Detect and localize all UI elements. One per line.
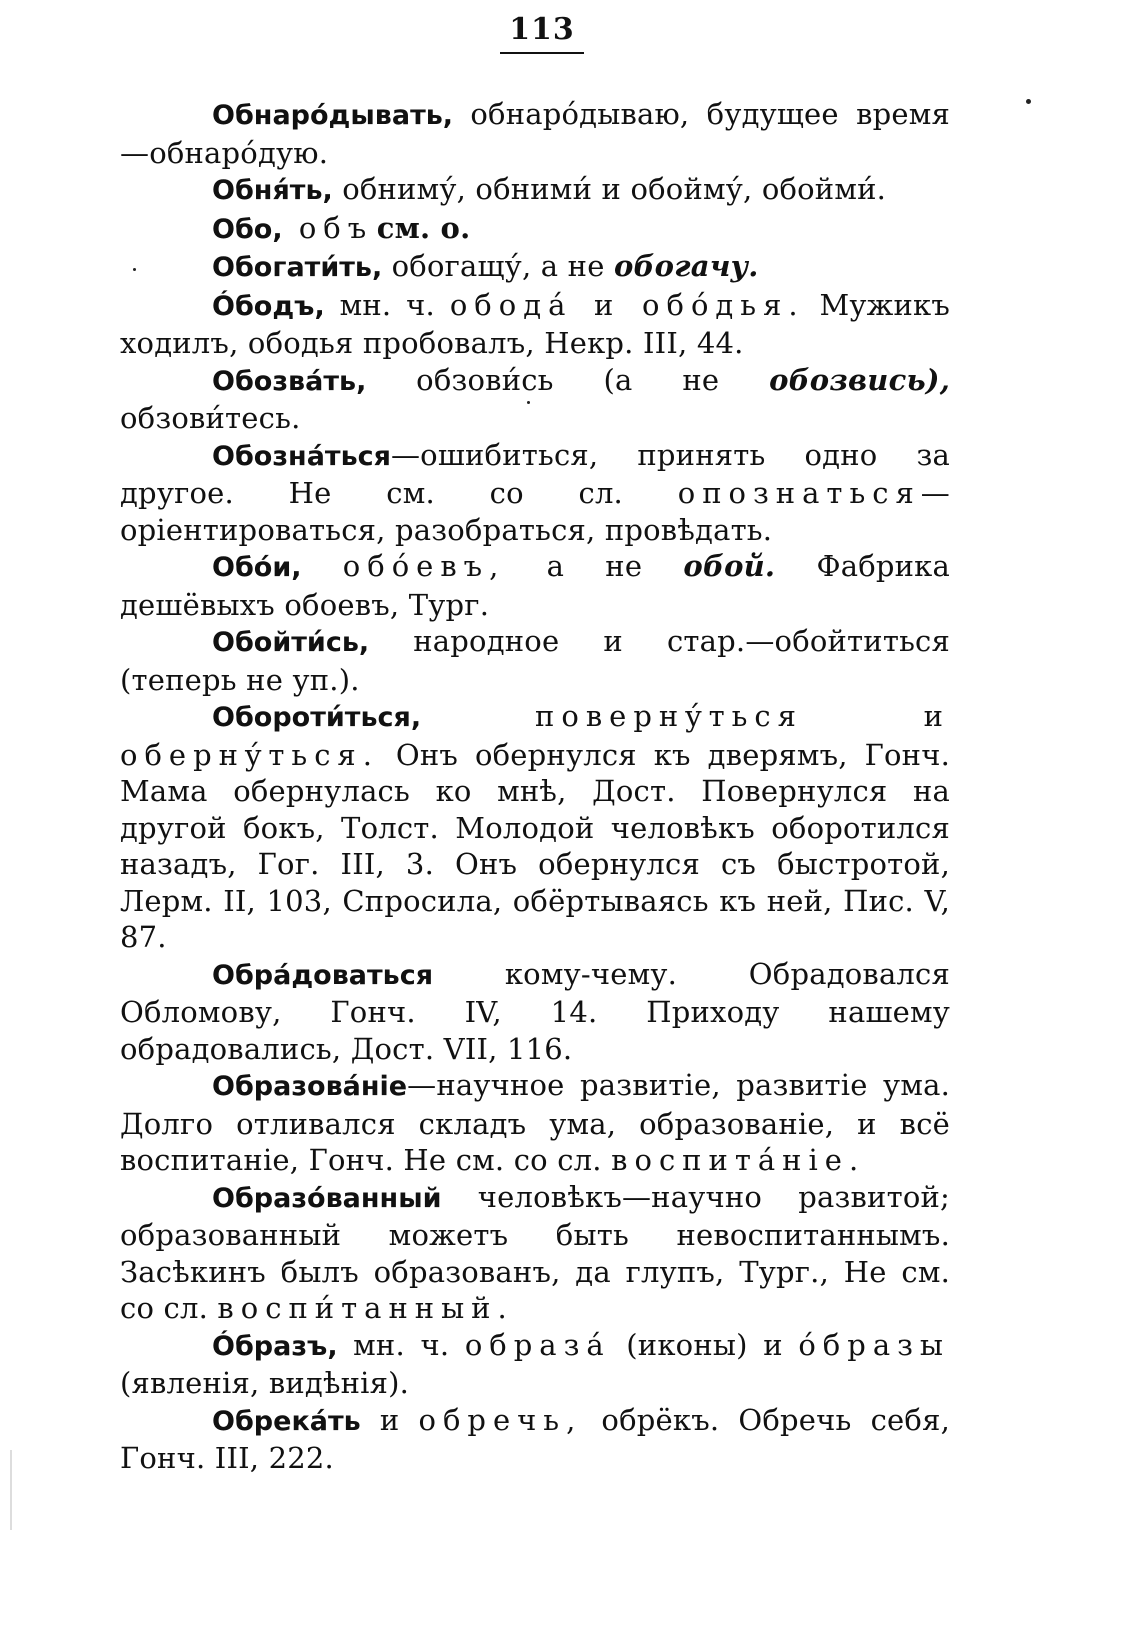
entry-spaced-form: повернýться и обернýться. <box>120 699 951 772</box>
entry-headword: Обрекáть <box>212 1405 361 1437</box>
entry-headword: Обóи, <box>212 552 302 583</box>
entry-obrazovanie <box>120 1067 950 1179</box>
entry-text: ъ <box>347 210 367 245</box>
entry-spaced-form: воспи́танный. <box>217 1291 514 1325</box>
dictionary-text <box>120 96 950 1477</box>
entry-headword: Обо, <box>212 213 283 245</box>
entry-italic-form: обозвись), <box>769 362 950 397</box>
page-number-rule <box>500 52 584 54</box>
entry-spaced-form: воспитáніе. <box>611 1143 866 1177</box>
entry-spaced-form: об <box>282 210 348 245</box>
entry-headword: Обогати́ть, <box>212 252 383 283</box>
entry-text: а не <box>505 549 684 583</box>
entry-text: —оріентироваться, разобраться, провѣдать. <box>120 476 950 547</box>
entry-oboi <box>120 548 950 623</box>
ink-speck <box>1026 99 1031 104</box>
entry-text: Фабрика дешёвыхъ обоевъ, Тург. <box>120 549 950 622</box>
entry-text: обзови́тесь. <box>120 401 301 435</box>
entry-italic-form: обогачу. <box>614 249 759 283</box>
entry-obod <box>120 287 950 362</box>
entry-spaced-form: обречь, <box>418 1402 583 1437</box>
scan-edge-line <box>10 1450 12 1530</box>
entry-text <box>421 699 535 733</box>
entry-text: мн. ч. <box>337 1327 465 1362</box>
entry-spaced-form: обóевъ, <box>342 549 506 583</box>
entry-oboznatsya <box>120 437 950 549</box>
entry-headword: Óбразъ, <box>212 1330 338 1362</box>
entry-headword: Обнарóдывать, <box>212 100 454 131</box>
entry-text: (иконы) и <box>610 1327 799 1362</box>
entry-italic-form: обой. <box>683 549 776 583</box>
entry-text: обрёкъ. Обречь себя, Гонч. III, 222. <box>120 1402 950 1475</box>
entry-text: Мужикъ ходилъ, ободья пробовалъ, Некр. III, 44. <box>120 287 951 360</box>
entry-text <box>302 549 343 583</box>
entry-spaced-form: опознаться <box>677 476 921 510</box>
entry-obradovatsya <box>120 956 950 1068</box>
entry-text: человѣкъ—научно развитой; образованный можетъ быть невоспитаннымъ. Засѣкинъ былъ образованъ, да глупъ, Тург., Не см. со сл. <box>120 1179 950 1325</box>
entry-headword: Обороти́ться, <box>212 702 422 733</box>
entry-obozvat <box>120 362 950 437</box>
entry-obnyat <box>120 171 950 210</box>
entry-obogatit <box>120 248 950 287</box>
entry-obrekat <box>120 1402 950 1477</box>
entry-text: —научное развитіе, развитіе ума. Долго отливался складъ ума, образованіе, и всё воспитаніе, Гонч. Не см. со сл. <box>120 1068 950 1177</box>
entry-headword: Обознáться <box>212 440 391 472</box>
entry-obnarodyvat <box>120 96 950 171</box>
entry-text: Онъ обернулся къ дверямъ, Гонч. Мама обернулась ко мнѣ, Дост. Повернулся на другой бокъ, Толст. Молодой человѣкъ оборотился назадъ, Гог. III, 3. Онъ обернулся съ быстротой, Лерм. II, 103, Спросила, обёртываясь къ ней, Пис. V, 87. <box>120 737 950 954</box>
ink-speck <box>133 268 136 271</box>
entry-headword: Обрáдоваться <box>212 959 434 991</box>
entry-spaced-form: óбразы <box>798 1327 951 1362</box>
entry-text: обзови́сь (а не <box>366 362 770 397</box>
entry-text: (явленія, видѣнія). <box>120 1366 410 1400</box>
ink-speck <box>527 401 530 404</box>
entry-text: мн. ч. <box>324 287 450 322</box>
entry-headword: Обозвáть, <box>212 365 367 397</box>
entry-text: и <box>360 1402 419 1437</box>
entry-obraz <box>120 1327 950 1402</box>
entry-text: народное и стар.—обойтиться (теперь не уп.). <box>120 624 950 697</box>
entry-headword: Óбодъ, <box>212 290 325 322</box>
entry-headword: Обойти́сь, <box>212 627 370 658</box>
entry-text: обнарóдываю, будущее время—обнарóдую. <box>120 97 950 170</box>
entry-headword: Обня́ть, <box>212 175 333 206</box>
entry-spaced-form: образá <box>464 1327 611 1362</box>
entry-obo <box>120 210 950 249</box>
entry-headword: Образóванный <box>212 1182 442 1214</box>
entry-text: —ошибиться, принять одно за другое. Не см. со сл. <box>120 437 950 510</box>
entry-text: см. о. <box>366 210 471 245</box>
entry-oborotitsya <box>120 698 950 956</box>
entry-text: обогащу́, а не <box>382 249 614 283</box>
entry-headword: Образовáніе <box>212 1071 408 1102</box>
entry-obrazovanny <box>120 1179 950 1327</box>
entry-text: кому-чему. Обрадовался Обломову, Гонч. IV, 14. Приходу нашему обрадовались, Дост. VII, 116. <box>120 956 950 1066</box>
entry-text: обниму́, обними́ и обойму́, обойми́. <box>332 172 887 206</box>
page-number: 113 <box>509 12 575 47</box>
entry-spaced-form: ободá и обóдья. <box>449 287 805 322</box>
entry-oboitis <box>120 623 950 698</box>
